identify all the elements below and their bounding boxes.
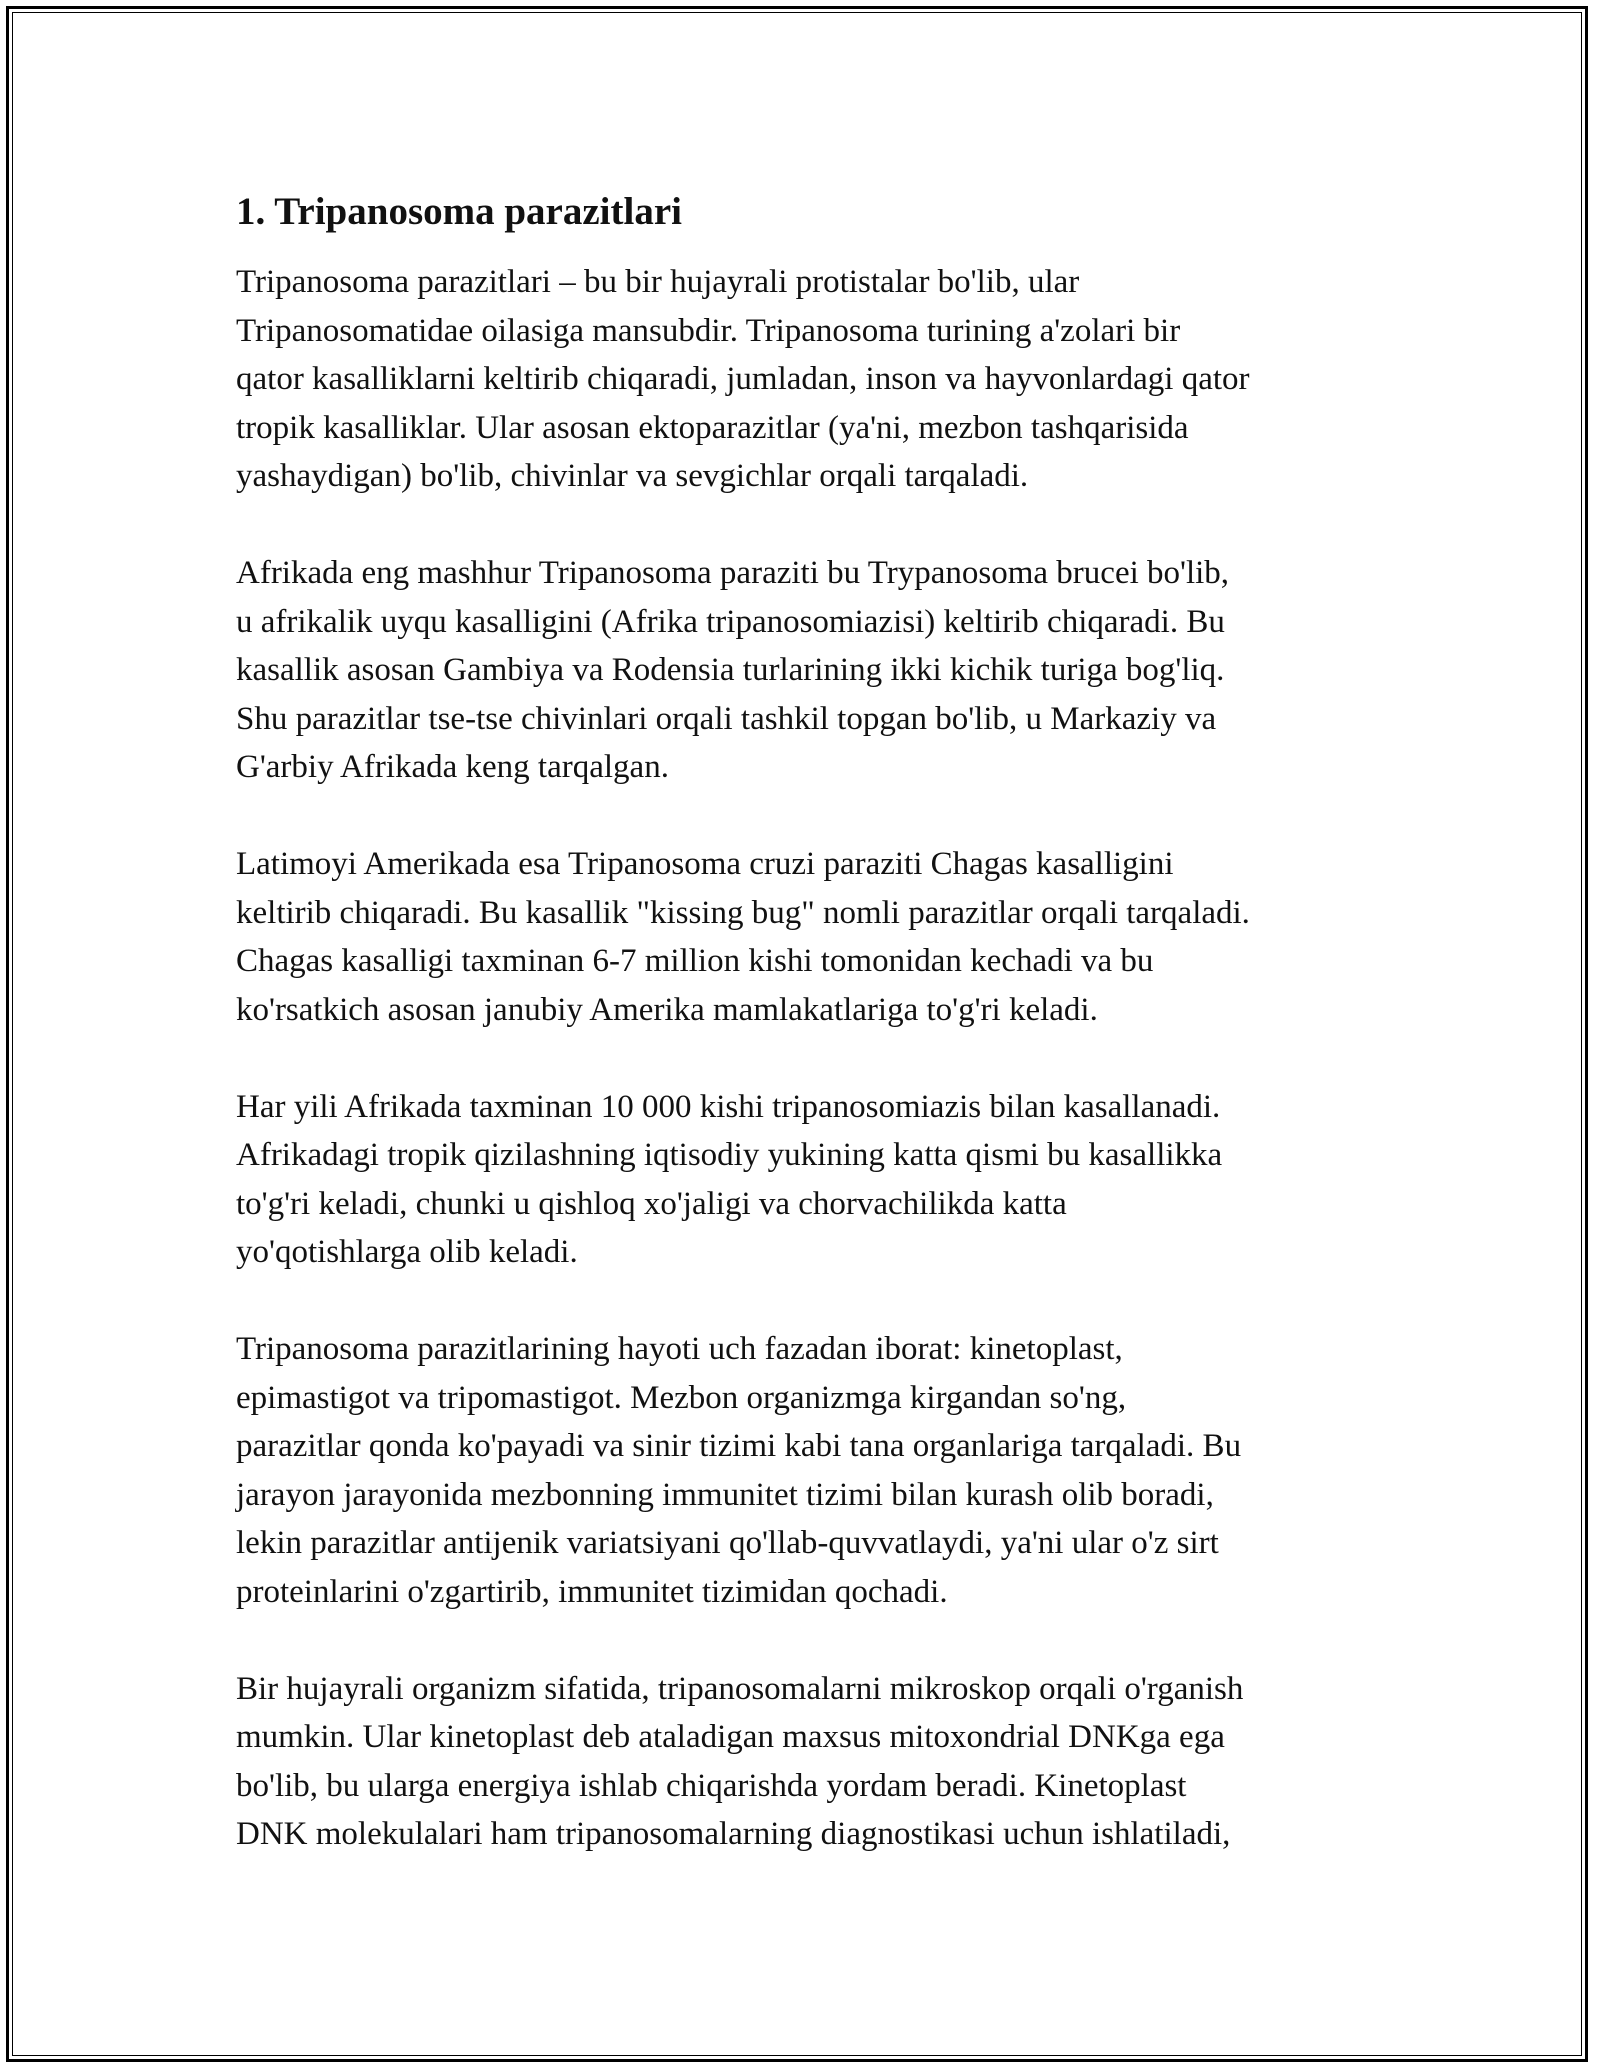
text-line: qator kasalliklarni keltirib chiqaradi, jumladan, inson va hayvonlardagi qator <box>236 361 1250 397</box>
paragraph-2 <box>236 549 1366 792</box>
text-line: Tripanosoma parazitlari – bu bir hujayrali protistalar bo'lib, ular <box>236 264 1080 300</box>
text-line: bo'lib, bu ularga energiya ishlab chiqarishda yordam beradi. Kinetoplast <box>236 1767 1187 1804</box>
text-line: ko'rsatkich asosan janubiy Amerika mamlakatlariga to'g'ri keladi. <box>236 991 1098 1028</box>
text-line: DNK molekulalari ham tripanosomalarning diagnostikasi uchun ishlatiladi, <box>236 1816 1231 1852</box>
text-line: to'g'ri keladi, chunki u qishloq xo'jaligi va chorvachilikda katta <box>236 1185 1067 1222</box>
text-line: Shu parazitlar tse-tse chivinlari orqali tashkil topgan bo'lib, u Markaziy va <box>236 700 1217 737</box>
paragraph-3 <box>236 840 1366 1034</box>
text-line: epimastigot va tripomastigot. Mezbon organizmga kirgandan so'ng, <box>236 1379 1127 1416</box>
text-line: proteinlarini o'zgartirib, immunitet tizimidan qochadi. <box>236 1573 948 1610</box>
text-line: Tripanosoma parazitlarining hayoti uch fazadan iborat: kinetoplast, <box>236 1331 1123 1367</box>
text-line: G'arbiy Afrikada keng tarqalgan. <box>236 749 669 785</box>
text-line: lekin parazitlar antijenik variatsiyani qo'llab-quvvatlaydi, ya'ni ular o'z sirt <box>236 1525 1219 1561</box>
paragraph-6 <box>236 1665 1366 1859</box>
paragraph-5 <box>236 1325 1366 1616</box>
text-line: yashaydigan) bo'lib, chivinlar va sevgichlar orqali tarqaladi. <box>236 458 1029 494</box>
paragraph-4 <box>236 1083 1366 1277</box>
text-line: mumkin. Ular kinetoplast deb ataladigan maxsus mitoxondrial DNKga ega <box>236 1719 1225 1755</box>
text-line: tropik kasalliklar. Ular asosan ektoparazitlar (ya'ni, mezbon tashqarisida <box>236 409 1189 446</box>
text-line: kasallik asosan Gambiya va Rodensia turlarining ikki kichik turiga bog'liq. <box>236 652 1225 688</box>
text-line: parazitlar qonda ko'payadi va sinir tizimi kabi tana organlariga tarqaladi. Bu <box>236 1428 1242 1464</box>
text-line: Chagas kasalligi taxminan 6-7 million kishi tomonidan kechadi va bu <box>236 943 1154 979</box>
document-body <box>236 186 1366 1907</box>
text-line: Tripanosomatidae oilasiga mansubdir. Tripanosoma turining a'zolari bir <box>236 312 1181 349</box>
section-heading: 1. Tripanosoma parazitlari <box>236 190 682 233</box>
text-line: Har yili Afrikada taxminan 10 000 kishi tripanosomiazis bilan kasallanadi. <box>236 1088 1221 1125</box>
text-line: keltirib chiqaradi. Bu kasallik "kissing bug" nomli parazitlar orqali tarqaladi. <box>236 894 1250 931</box>
text-line: yo'qotishlarga olib keladi. <box>236 1234 578 1270</box>
text-line: Afrikada eng mashhur Tripanosoma paraziti bu Trypanosoma brucei bo'lib, <box>236 555 1230 591</box>
text-line: Afrikadagi tropik qizilashning iqtisodiy yukining katta qismi bu kasallikka <box>236 1137 1223 1173</box>
text-line: Latimoyi Amerikada esa Tripanosoma cruzi paraziti Chagas kasalligini <box>236 846 1174 882</box>
paragraph-1 <box>236 258 1366 501</box>
text-line: u afrikalik uyqu kasalligini (Afrika tripanosomiazisi) keltirib chiqaradi. Bu <box>236 603 1225 640</box>
text-line: jarayon jarayonida mezbonning immunitet tizimi bilan kurash olib boradi, <box>236 1476 1214 1513</box>
text-line: Bir hujayrali organizm sifatida, tripanosomalarni mikroskop orqali o'rganish <box>236 1670 1244 1707</box>
